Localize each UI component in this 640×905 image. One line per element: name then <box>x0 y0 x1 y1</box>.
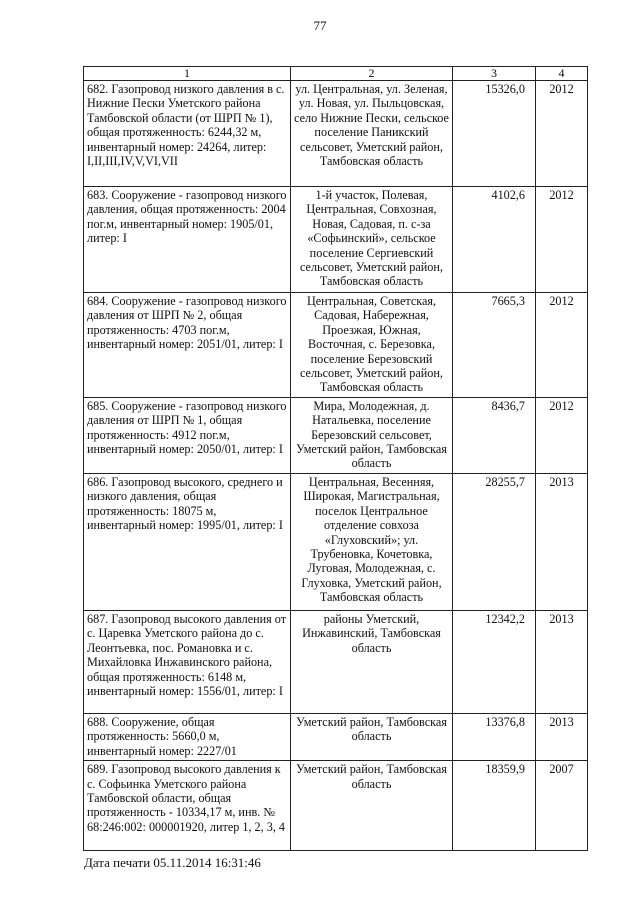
table-row <box>84 81 588 187</box>
object-name-cell: 683. Сооружение - газопровод низкого давления, общая протяженность: 2004 пог.м, инвентарный номер: 1905/01, литер: I <box>84 187 291 293</box>
address-cell: Мира, Молодежная, д. Натальевка, поселение Березовский сельсовет, Уметский район, Тамбовская область <box>291 397 453 473</box>
year-cell: 2012 <box>536 397 588 473</box>
object-name-cell: 684. Сооружение - газопровод низкого давления от ШРП № 2, общая протяженность: 4703 пог.м, инвентарный номер: 2051/01, литер: I <box>84 293 291 398</box>
print-date-footer: Дата печати 05.11.2014 16:31:46 <box>84 855 261 870</box>
column-header: 3 <box>453 67 536 81</box>
object-name-cell: 686. Газопровод высокого, среднего и низкого давления, общая протяженность: 18075 м, инвентарный номер: 1995/01, литер: I <box>84 473 291 610</box>
column-header: 4 <box>536 67 588 81</box>
address-cell: ул. Центральная, ул. Зеленая, ул. Новая, ул. Пыльцовская, село Нижние Пески, сельское поселение Паникский сельсовет, Уметский район, Тамбовская область <box>291 81 453 187</box>
year-cell: 2013 <box>536 610 588 713</box>
table-row <box>84 713 588 760</box>
registry-table <box>83 66 588 851</box>
table-row <box>84 761 588 851</box>
year-cell: 2012 <box>536 293 588 398</box>
year-cell: 2013 <box>536 713 588 760</box>
page-number: 77 <box>313 18 327 33</box>
object-name-cell: 689. Газопровод высокого давления к с. Софьинка Уметского района Тамбовской области, общая протяженность - 10334,17 м, инв. № 68:246:002: 000001920, литер 1, 2, 3, 4 <box>84 761 291 851</box>
length-cell: 12342,2 <box>453 610 536 713</box>
table-header-row <box>84 67 588 81</box>
address-cell: Уметский район, Тамбовская область <box>291 713 453 760</box>
length-cell: 15326,0 <box>453 81 536 187</box>
table-row <box>84 473 588 610</box>
address-cell: Центральная, Советская, Садовая, Набережная, Проезжая, Южная, Восточная, с. Березовка, поселение Березовский сельсовет, Уметский район, Тамбовская область <box>291 293 453 398</box>
address-cell: Уметский район, Тамбовская область <box>291 761 453 851</box>
object-name-cell: 688. Сооружение, общая протяженность: 5660,0 м, инвентарный номер: 2227/01 <box>84 713 291 760</box>
length-cell: 7665,3 <box>453 293 536 398</box>
length-cell: 8436,7 <box>453 397 536 473</box>
object-name-cell: 685. Сооружение - газопровод низкого давления от ШРП № 1, общая протяженность: 4912 пог.м, инвентарный номер: 2050/01, литер: I <box>84 397 291 473</box>
object-name-cell: 682. Газопровод низкого давления в с. Нижние Пески Уметского района Тамбовской области (от ШРП № 1), общая протяженность: 6244,32 м, инвентарный номер: 24264, литер: I,II,III,IV,V,VI,VII <box>84 81 291 187</box>
address-cell: 1-й участок, Полевая, Центральная, Совхозная, Новая, Садовая, п. с-за «Софьинский», сельское поселение Сергиевский сельсовет, Уметский район, Тамбовская область <box>291 187 453 293</box>
length-cell: 13376,8 <box>453 713 536 760</box>
year-cell: 2007 <box>536 761 588 851</box>
column-header: 2 <box>291 67 453 81</box>
address-cell: Центральная, Весенняя, Широкая, Магистральная, поселок Центральное отделение совхоза «Глуховский»; ул. Трубеновка, Кочетовка, Луговая, Молодежная, с. Глуховка, Уметский район, Тамбовская область <box>291 473 453 610</box>
column-header: 1 <box>84 67 291 81</box>
table-row <box>84 293 588 398</box>
table-row <box>84 397 588 473</box>
year-cell: 2012 <box>536 187 588 293</box>
address-cell: районы Уметский, Инжавинский, Тамбовская область <box>291 610 453 713</box>
year-cell: 2012 <box>536 81 588 187</box>
table-row <box>84 187 588 293</box>
table-row <box>84 610 588 713</box>
year-cell: 2013 <box>536 473 588 610</box>
length-cell: 18359,9 <box>453 761 536 851</box>
length-cell: 28255,7 <box>453 473 536 610</box>
length-cell: 4102,6 <box>453 187 536 293</box>
object-name-cell: 687. Газопровод высокого давления от с. Царевка Уметского района до с. Леонтьевка, пос. Романовка и с. Михайловка Инжавинского района, общая протяженность: 6148 м, инвентарный номер: 1556/01, литер: I <box>84 610 291 713</box>
